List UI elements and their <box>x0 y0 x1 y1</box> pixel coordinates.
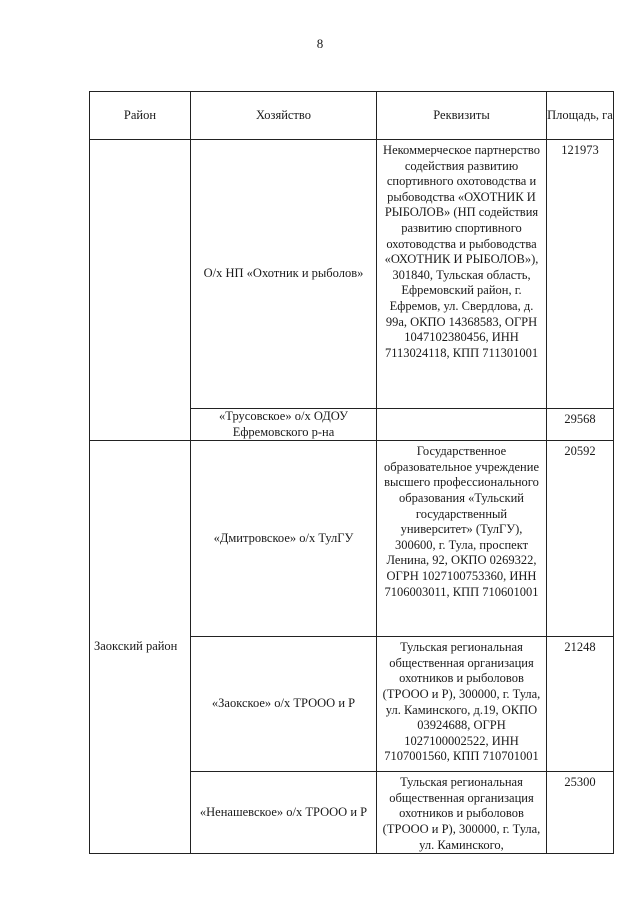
area-cell: 20592 <box>547 441 614 637</box>
district-cell <box>90 140 191 441</box>
requisites-cell: Государственное образовательное учреждение высшего профессионального образования «Тульский государственный университет» (ТулГУ), 300600, г. Тула, проспект Ленина, 92, ОКПО 0269322, ОГРН 1027100753360, ИНН 7106003011, КПП 710601001 <box>377 441 547 637</box>
farm-cell: «Дмитровское» о/х ТулГУ <box>191 441 377 637</box>
table-header-row <box>90 92 614 140</box>
requisites-cell <box>377 409 547 441</box>
area-cell: 29568 <box>547 409 614 441</box>
area-cell: 121973 <box>547 140 614 409</box>
table-row <box>90 441 614 637</box>
farm-cell: «Трусовское» о/х ОДОУ Ефремовского р-на <box>191 409 377 441</box>
header-district: Район <box>90 92 191 140</box>
farm-cell: «Заокское» о/х ТРООО и Р <box>191 637 377 772</box>
farm-cell: «Ненашевское» о/х ТРООО и Р <box>191 772 377 854</box>
header-requisites: Реквизиты <box>377 92 547 140</box>
requisites-cell: Тульская региональная общественная организация охотников и рыболовов (ТРООО и Р), 300000, г. Тула, ул. Каминского, д.19, ОКПО 03924688, ОГРН 1027100002522, ИНН 7107001560, КПП 710701001 <box>377 637 547 772</box>
requisites-cell: Тульская региональная общественная организация охотников и рыболовов (ТРООО и Р), 300000, г. Тула, ул. Каминского, <box>377 772 547 854</box>
area-cell: 21248 <box>547 637 614 772</box>
farm-cell: О/х НП «Охотник и рыболов» <box>191 140 377 409</box>
header-area: Площадь, га <box>547 92 614 140</box>
district-cell: Заокский район <box>90 441 191 854</box>
table-row <box>90 140 614 409</box>
page-number: 8 <box>316 36 324 51</box>
requisites-cell: Некоммерческое партнерство содействия развитию спортивного охотоводства и рыбоводства «ОХОТНИК И РЫБОЛОВ» (НП содействия развитию спортивного охотоводства и рыбоводства «ОХОТНИК И РЫБОЛОВ»), 301840, Тульская область, Ефремовский район, г. Ефремов, ул. Свердлова, д. 99а, ОКПО 14368583, ОГРН 1047102380456, ИНН 7113024118, КПП 711301001 <box>377 140 547 409</box>
hunting-grounds-table <box>89 91 614 854</box>
area-cell: 25300 <box>547 772 614 854</box>
header-farm: Хозяйство <box>191 92 377 140</box>
